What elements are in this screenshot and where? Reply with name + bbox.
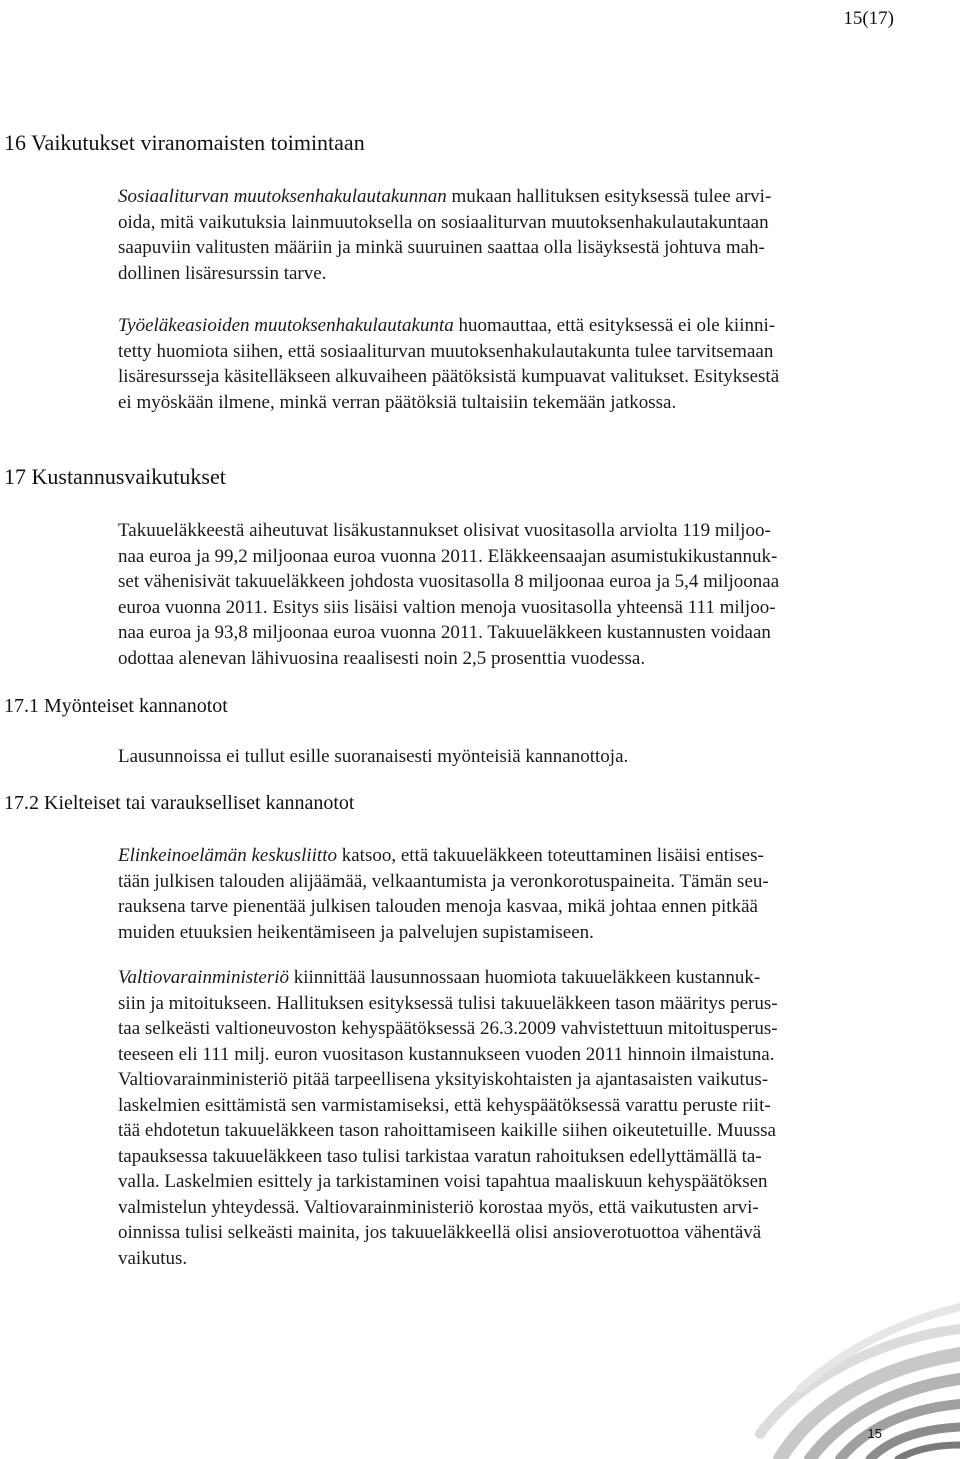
swoosh-watermark-icon	[740, 1259, 960, 1459]
s16-p1-line-1-text: mukaan hallituksen esityksessä tulee arvi-	[446, 186, 772, 207]
s16-p2-line-1-text: huomauttaa, että esityksessä ei ole kiinni-	[453, 315, 776, 336]
s17-2-p2-line-10: valmistelun yhteydessä. Valtiovarainministeriö korostaa myös, että vaikutusten arvi-	[118, 1196, 759, 1218]
s17-p1-line-6: odottaa alenevan lähivuosina reaalisesti noin 2,5 prosenttia vuodessa.	[118, 647, 646, 669]
footer-page-number: 15	[867, 1426, 882, 1441]
s17-p1-line-4: euroa vuonna 2011. Esitys siis lisäisi valtion menoja vuositasolla yhteensä 111 miljoo-	[118, 596, 776, 618]
s17-2-p2-line-2: siin ja mitoitukseen. Hallituksen esityksessä tulisi takuueläkkeen tason määritys perus-	[118, 992, 778, 1014]
page-number: 15(17)	[843, 8, 894, 29]
s16-p2-line-3: lisäresursseja käsitelläkseen alkuvaiheen päätöksistä kumpuavat valitukset. Esityksestä	[118, 366, 780, 387]
s17-2-p2-line-8: tapauksessa takuueläkkeen taso tulisi tarkistaa varatun rahoituksen edellyttämällä ta-	[118, 1145, 762, 1167]
s17-2-p2-line-11: oinnissa tulisi selkeästi mainita, jos takuueläkkeellä olisi ansioverotuottoa vähentävä	[118, 1222, 762, 1243]
s16-p1-line-2: oida, mitä vaikutuksia lainmuutoksella on sosiaaliturvan muutoksenhakulautakuntaan	[118, 211, 769, 233]
s17-2-p2-lead: Valtiovarainministeriö	[118, 967, 289, 988]
section-17-2-title: 17.2 Kielteiset tai varaukselliset kannanotot	[4, 792, 355, 814]
s17-2-p1-line-4: muiden etuuksien heikentämiseen ja palvelujen supistamiseen.	[118, 921, 594, 943]
section-17-1-title: 17.1 Myönteiset kannanotot	[4, 695, 228, 717]
section-17-title: 17 Kustannusvaikutukset	[4, 464, 226, 489]
s17-2-p1-line-1	[118, 843, 883, 869]
s16-p2-line-1	[118, 313, 883, 339]
s17-2-p1-line-3: rauksena tarve pienentää julkisen talouden menoja kasvaa, mikä johtaa ennen pitkää	[118, 896, 758, 917]
s16-p1-line-3: saapuviin valitusten määriin ja minkä suuruinen saattaa olla lisäyksestä johtuva mah-	[118, 237, 765, 258]
s17-2-p2-line-9: valla. Laskelmien esittely ja tarkistaminen voisi tapahtua maaliskuun kehyspäätöksen	[118, 1171, 768, 1192]
s17-2-p2-line-7: tää ehdotetun takuueläkkeen tason rahoittamiseen kaikille siihen oikeutetuille. Muussa	[118, 1120, 776, 1141]
s16-p1-line-1	[118, 184, 883, 210]
s17-paragraph-1	[118, 518, 883, 671]
s17-p1-line-2: naa euroa ja 99,2 miljoonaa euroa vuonna 2011. Eläkkeensaajan asumistukikustannuk-	[118, 545, 778, 567]
s17-2-p1-line-2: tään julkisen talouden alijäämää, velkaantumista ja veronkorotuspaineita. Tämän seu-	[118, 870, 769, 892]
s17-2-p2-line-1	[118, 965, 883, 991]
s17-2-p2-line-4: teeseen eli 111 milj. euron vuositason kustannukseen vuoden 2011 hinnoin ilmaistuna.	[118, 1043, 775, 1065]
s17-2-p2-line-1-text: kiinnittää lausunnossaan huomiota takuueläkkeen kustannuk-	[289, 967, 761, 988]
s16-paragraph-2	[118, 313, 883, 415]
s16-paragraph-1	[118, 184, 883, 286]
s17-2-p2-line-12: vaikutus.	[118, 1247, 188, 1269]
s17-p1-line-1: Takuueläkkeestä aiheutuvat lisäkustannukset olisivat vuositasolla arviolta 119 miljoo-	[118, 520, 771, 541]
s16-p2-line-2: tetty huomiota siihen, että sosiaaliturvan muutoksenhakulautakunta tulee tarvitsemaan	[118, 340, 774, 362]
s16-p2-lead: Työeläkeasioiden muutoksenhakulautakunta	[118, 315, 454, 336]
s17-2-paragraph-1	[118, 843, 883, 945]
s17-p1-line-3: set vähenisivät takuueläkkeen johdosta vuositasolla 8 miljoonaa euroa ja 5,4 miljoonaa	[118, 571, 780, 592]
s16-p1-lead: Sosiaaliturvan muutoksenhakulautakunnan	[118, 186, 447, 207]
s17-1-p1-line-1: Lausunnoissa ei tullut esille suoranaisesti myönteisiä kannanottoja.	[118, 746, 629, 767]
s16-p2-line-4: ei myöskään ilmene, minkä verran päätöksiä tultaisiin tekemään jatkossa.	[118, 391, 677, 413]
s17-2-p2-line-3: taa selkeästi valtioneuvoston kehyspäätöksessä 26.3.2009 vahvistettuun mitoitusperus-	[118, 1018, 778, 1039]
s17-2-paragraph-2	[118, 965, 883, 1271]
s17-p1-line-5: naa euroa ja 93,8 miljoonaa euroa vuonna 2011. Takuueläkkeen kustannusten voidaan	[118, 622, 771, 643]
s17-2-p2-line-6: laskelmien esittämistä sen varmistamiseksi, että kehyspäätöksessä varattu peruste riit-	[118, 1094, 771, 1116]
s17-2-p1-lead: Elinkeinoelämän keskusliitto	[118, 845, 337, 866]
s17-1-paragraph-1	[118, 744, 883, 770]
s16-p1-line-4: dollinen lisäresurssin tarve.	[118, 262, 327, 284]
s17-2-p1-line-1-text: katsoo, että takuueläkkeen toteuttaminen lisäisi entises-	[336, 845, 764, 866]
s17-2-p2-line-5: Valtiovarainministeriö pitää tarpeellisena yksityiskohtaisten ja ajantasaisten vaikutus-	[118, 1069, 769, 1090]
section-16-title: 16 Vaikutukset viranomaisten toimintaan	[4, 130, 365, 155]
